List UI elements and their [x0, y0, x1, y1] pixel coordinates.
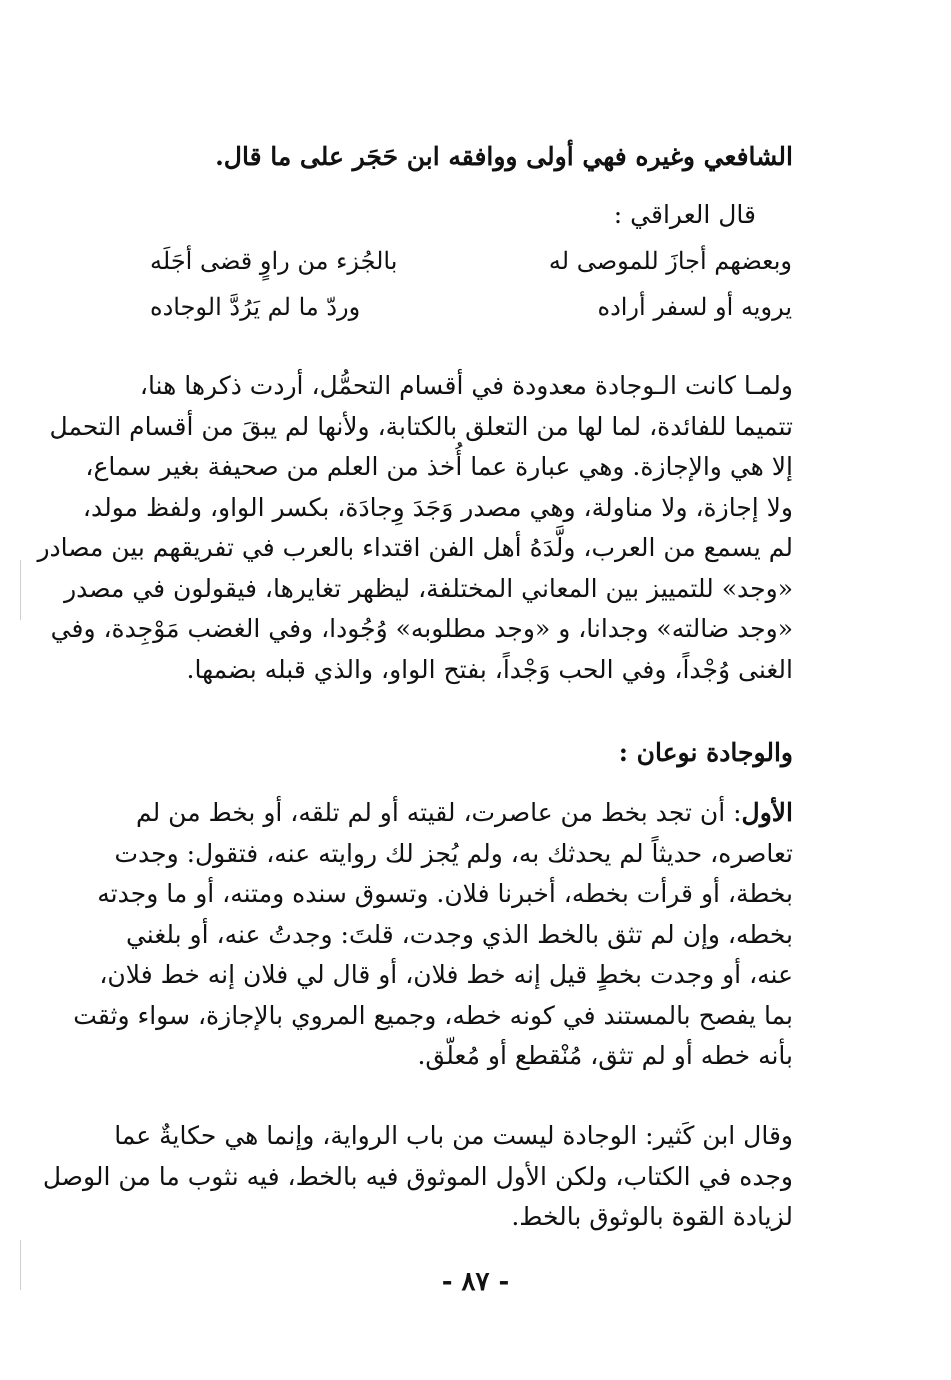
text-line: لم يسمع من العرب، ولَّدَهُ أهل الفن اقتداء بالعرب في تفريقهم بين مصادر	[37, 533, 793, 562]
text-line: بأنه خطه أو لم تثق، مُنْقطع أو مُعلّق.	[417, 1041, 793, 1070]
scan-edge-mark	[20, 560, 21, 620]
text-line: بما يفصح بالمستند في كونه خطه، وجميع المروي بالإجازة، سواء وثقت	[73, 1000, 793, 1030]
text-line: الأول: أن تجد بخط من عاصرت، لقيته أو لم تلقه، أو بخط من لم	[135, 798, 793, 827]
page-number: - ٨٧ -	[441, 1267, 510, 1297]
text-line: ولا إجازة، ولا مناولة، وهي مصدر وَجَدَ وِجادَة، بكسر الواو، ولفظ مولد،	[82, 492, 793, 522]
opening-line: الشافعي وغيره فهي أولى ووافقه ابن حَجَر على ما قال.	[215, 142, 793, 171]
text-line: بخطة، أو قرأت بخطه، أخبرنا فلان. وتسوق سنده ومتنه، أو ما وجدته	[97, 879, 793, 908]
verse-intro: قال العراقي :	[613, 200, 756, 229]
paragraph-2	[73, 793, 793, 1077]
text-line: ولمـا كانت الـوجادة معدودة في أقسام التحمُّل، أردت ذكرها هنا،	[139, 371, 793, 400]
text-line: وقال ابن كَثير: الوجادة ليست من باب الرواية، وإنما هي حكايةٌ عما	[114, 1121, 793, 1150]
verse-hemistich: وبعضهم أجازَ للموصى له	[548, 247, 792, 275]
text-line: «وجد» للتمييز بين المعاني المختلفة، ليظهر تغايرها، فيقولون في مصدر	[64, 573, 793, 603]
text-line: الغنى وُجْداً، وفي الحب وَجْداً، بفتح الواو، والذي قبله بضمها.	[186, 654, 793, 684]
verse-hemistich: وردّ ما لم يَرُدَّ الوجاده	[150, 293, 361, 321]
verse-block	[150, 238, 792, 330]
text-line: وجده في الكتاب، ولكن الأول الموثوق فيه بالخط، فيه نثوب ما من الوصل	[42, 1161, 793, 1191]
verse-hemistich: بالجُزء من راوٍ قضى أجَلَه	[150, 247, 398, 275]
text-line: بخطه، وإن لم تثق بالخط الذي وجدت، قلتَ: وجدتُ عنه، أو بلغني	[125, 919, 793, 949]
verse-hemistich: يرويه أو لسفر أراده	[597, 293, 792, 321]
text-line: إلا هي والإجازة. وهي عبارة عما أُخذ من العلم من صحيفة بغير سماع،	[85, 452, 793, 481]
paragraph-3	[42, 1116, 793, 1238]
text-line: تعاصره، حديثاً لم يحدثك به، ولم يُجز لك روايته عنه، فتقول: وجدت	[114, 838, 793, 868]
text-line: تتميما للفائدة، لما لها من التعلق بالكتابة، ولأنها لم يبقَ من أقسام التحمل	[49, 411, 793, 441]
text-line: لزيادة القوة بالوثوق بالخط.	[511, 1202, 793, 1231]
paragraph-lead: الأول	[741, 798, 793, 827]
text-line: عنه، أو وجدت بخطٍ قيل إنه خط فلان، أو قال لي فلان إنه خط فلان،	[99, 960, 793, 989]
paragraph-1	[37, 366, 793, 690]
section-heading: والوجادة نوعان :	[618, 738, 793, 767]
text-line: «وجد ضالته» وجدانا، و «وجد مطلوبه» وُجُودا، وفي الغضب مَوْجِدة، وفي	[50, 614, 793, 643]
verse-line-1	[150, 238, 792, 284]
verse-line-2	[150, 284, 792, 330]
